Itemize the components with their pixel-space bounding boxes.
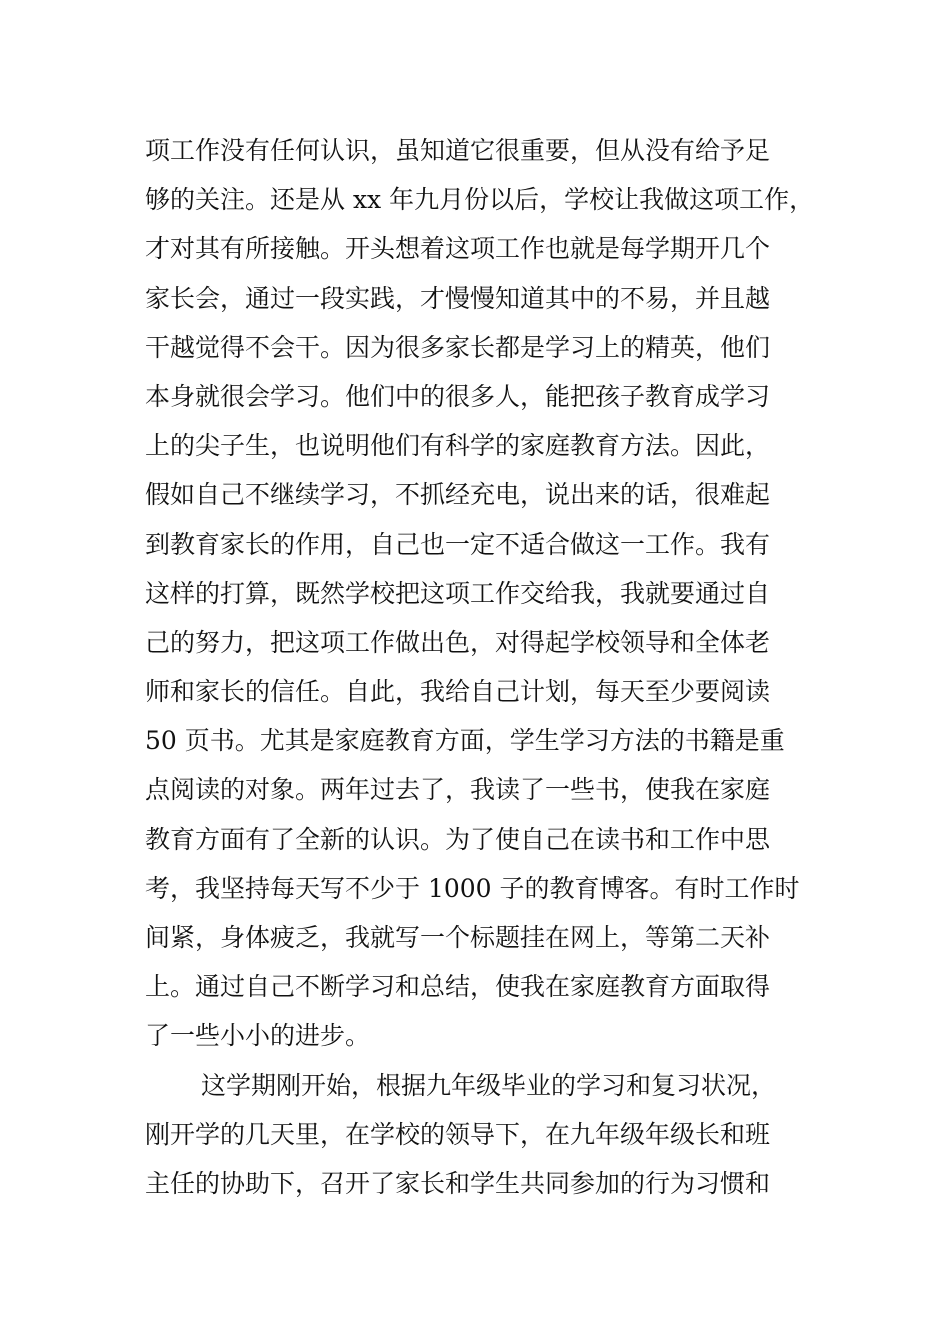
text-line: 够的关注。还是从 xx 年九月份以后，学校让我做这项工作， [145, 185, 815, 215]
paragraph-start-line: 这学期刚开始，根据九年级毕业的学习和复习状况， [201, 1070, 777, 1100]
text-line: 考，我坚持每天写不少于 1000 子的教育博客。有时工作时 [145, 873, 800, 903]
text-line: 己的努力，把这项工作做出色，对得起学校领导和全体老 [145, 627, 771, 657]
text-line: 才对其有所接触。开头想着这项工作也就是每学期开几个 [145, 234, 771, 264]
text-line: 了一些小小的进步。 [145, 1021, 371, 1051]
text-line: 家长会，通过一段实践，才慢慢知道其中的不易，并且越 [145, 283, 771, 313]
text-line: 项工作没有任何认识，虽知道它很重要，但从没有给予足 [145, 136, 771, 165]
text-line: 这样的打算，既然学校把这项工作交给我，我就要通过自 [145, 578, 771, 608]
text-line: 上的尖子生，也说明他们有科学的家庭教育方法。因此， [145, 431, 771, 461]
text-line: 间紧，身体疲乏，我就写一个标题挂在网上，等第二天补 [145, 923, 771, 952]
text-line: 点阅读的对象。两年过去了，我读了一些书，使我在家庭 [145, 775, 771, 805]
text-line: 上。通过自己不断学习和总结，使我在家庭教育方面取得 [145, 972, 771, 1002]
text-line: 师和家长的信任。自此，我给自己计划，每天至少要阅读 [145, 677, 771, 707]
text-line: 教育方面有了全新的认识。为了使自己在读书和工作中思 [145, 824, 771, 854]
text-line: 50 页书。尤其是家庭教育方面，学生学习方法的书籍是重 [145, 726, 785, 756]
text-line: 干越觉得不会干。因为很多家长都是学习上的精英，他们 [145, 332, 771, 362]
text-line: 到教育家长的作用，自己也一定不适合做这一工作。我有 [145, 529, 771, 559]
text-line: 主任的协助下，召开了家长和学生共同参加的行为习惯和 [145, 1168, 771, 1198]
text-line: 刚开学的几天里，在学校的领导下，在九年级年级长和班 [145, 1119, 771, 1149]
body-text [145, 126, 845, 1208]
text-line: 假如自己不继续学习，不抓经充电，说出来的话，很难起 [145, 480, 771, 510]
text-line: 本身就很会学习。他们中的很多人，能把孩子教育成学习 [145, 381, 771, 411]
